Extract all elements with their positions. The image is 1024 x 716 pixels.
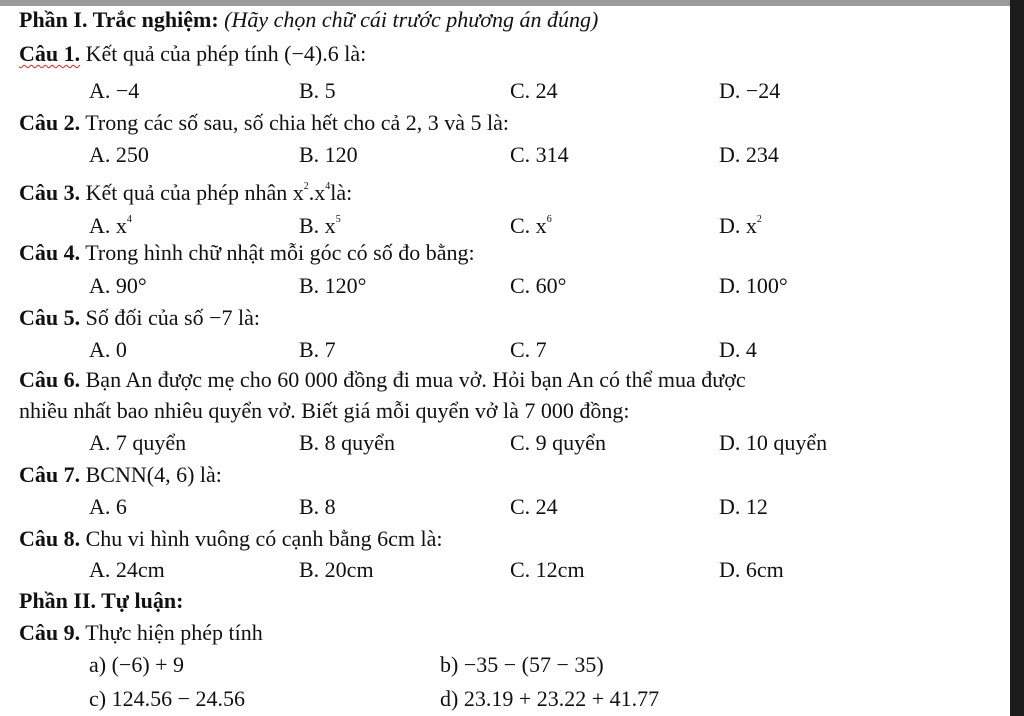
q5-option-d: D. 4 <box>719 337 757 362</box>
top-border <box>0 0 1024 6</box>
q7-label: Câu 7. <box>19 462 81 487</box>
q6-text-1: Bạn An được mẹ cho 60 000 đồng đi mua vở. Hỏi bạn An có thể mua được <box>85 367 746 392</box>
q2-option-a: A. 250 <box>89 142 149 167</box>
question-3 <box>19 174 352 206</box>
q7-option-c: C. 24 <box>510 494 558 519</box>
q6-option-d: D. 10 quyển <box>719 430 828 455</box>
q4-option-c: C. 60° <box>510 273 567 298</box>
q3-option-b: B. $x^5$ <box>299 213 341 238</box>
q3-option-d: D. $x^2$ <box>719 213 762 238</box>
q1-option-c: C. 24 <box>510 78 558 103</box>
q7-text: BCNN(4, 6) là: <box>85 462 222 487</box>
q3-exp-2: 4 <box>325 181 331 192</box>
right-border <box>1010 0 1024 716</box>
q6-option-a: A. 7 quyển <box>89 430 187 455</box>
q3-exp-1: 2 <box>303 181 309 192</box>
part2-heading: Phần II. Tự luận: <box>19 588 184 613</box>
q8-text: Chu vi hình vuông có cạnh bằng 6cm là: <box>85 526 443 551</box>
q3-option-a: A. $x^4$ <box>89 213 132 238</box>
q2-text: Trong các số sau, số chia hết cho cả 2, 3 và 5 là: <box>85 110 510 135</box>
question-1 <box>19 41 366 67</box>
q1-option-b: B. 5 <box>299 78 336 103</box>
q5-option-c: C. 7 <box>510 337 547 362</box>
question-4 <box>19 240 475 266</box>
q9-item-a: a) (−6) + 9 <box>89 652 185 677</box>
q5-label: Câu 5. <box>19 305 81 330</box>
q4-option-d: D. 100° <box>719 273 788 298</box>
part1-title <box>19 7 598 33</box>
q1-label: Câu 1. <box>19 41 81 66</box>
q4-option-b: B. 120° <box>299 273 367 298</box>
q8-option-c: C. 12cm <box>510 557 585 582</box>
q7-option-a: A. 6 <box>89 494 127 519</box>
q8-option-d: D. 6cm <box>719 557 784 582</box>
q9-item-b: b) −35 − (57 − 35) <box>440 652 604 677</box>
q4-option-a: A. 90° <box>89 273 147 298</box>
q3-text-a: Kết quả của phép nhân x <box>85 180 304 205</box>
question-2 <box>19 110 509 136</box>
q5-option-a: A. 0 <box>89 337 127 362</box>
q1-option-d: D. −24 <box>719 78 781 103</box>
q2-option-d: D. 234 <box>719 142 779 167</box>
q9-text: Thực hiện phép tính <box>85 620 263 645</box>
q6-text-2: nhiều nhất bao nhiêu quyển vở. Biết giá mỗi quyển vở là 7 000 đồng: <box>19 398 630 423</box>
q9-item-d: d) 23.19 + 23.22 + 41.77 <box>440 686 660 711</box>
q8-label: Câu 8. <box>19 526 81 551</box>
q9-label: Câu 9. <box>19 620 81 645</box>
q3-option-c: C. $x^6$ <box>510 213 552 238</box>
question-9 <box>19 620 263 646</box>
q2-option-c: C. 314 <box>510 142 569 167</box>
q1-option-a: A. −4 <box>89 78 140 103</box>
q8-option-b: B. 20cm <box>299 557 374 582</box>
q4-text: Trong hình chữ nhật mỗi góc có số đo bằng: <box>85 240 475 265</box>
q4-label: Câu 4. <box>19 240 81 265</box>
q6-option-b: B. 8 quyển <box>299 430 395 455</box>
q3-text-c: là: <box>330 180 353 205</box>
q3-label: Câu 3. <box>19 180 81 205</box>
q6-label: Câu 6. <box>19 367 81 392</box>
q7-option-d: D. 12 <box>719 494 768 519</box>
question-6 <box>19 367 746 393</box>
part1-heading: Phần I. Trắc nghiệm: <box>19 7 219 32</box>
q1-text: Kết quả của phép tính (−4).6 là: <box>85 41 367 66</box>
q5-option-b: B. 7 <box>299 337 336 362</box>
q5-text: Số đối của số −7 là: <box>85 305 260 330</box>
q8-option-a: A. 24cm <box>89 557 165 582</box>
q2-label: Câu 2. <box>19 110 81 135</box>
part1-instruction: (Hãy chọn chữ cái trước phương án đúng) <box>224 7 599 32</box>
question-7 <box>19 462 222 488</box>
q7-option-b: B. 8 <box>299 494 336 519</box>
q9-item-c: c) 124.56 − 24.56 <box>89 686 245 711</box>
question-5 <box>19 305 260 331</box>
q6-option-c: C. 9 quyển <box>510 430 606 455</box>
q2-option-b: B. 120 <box>299 142 358 167</box>
question-8 <box>19 526 442 552</box>
q3-text-b: .x <box>308 180 326 205</box>
